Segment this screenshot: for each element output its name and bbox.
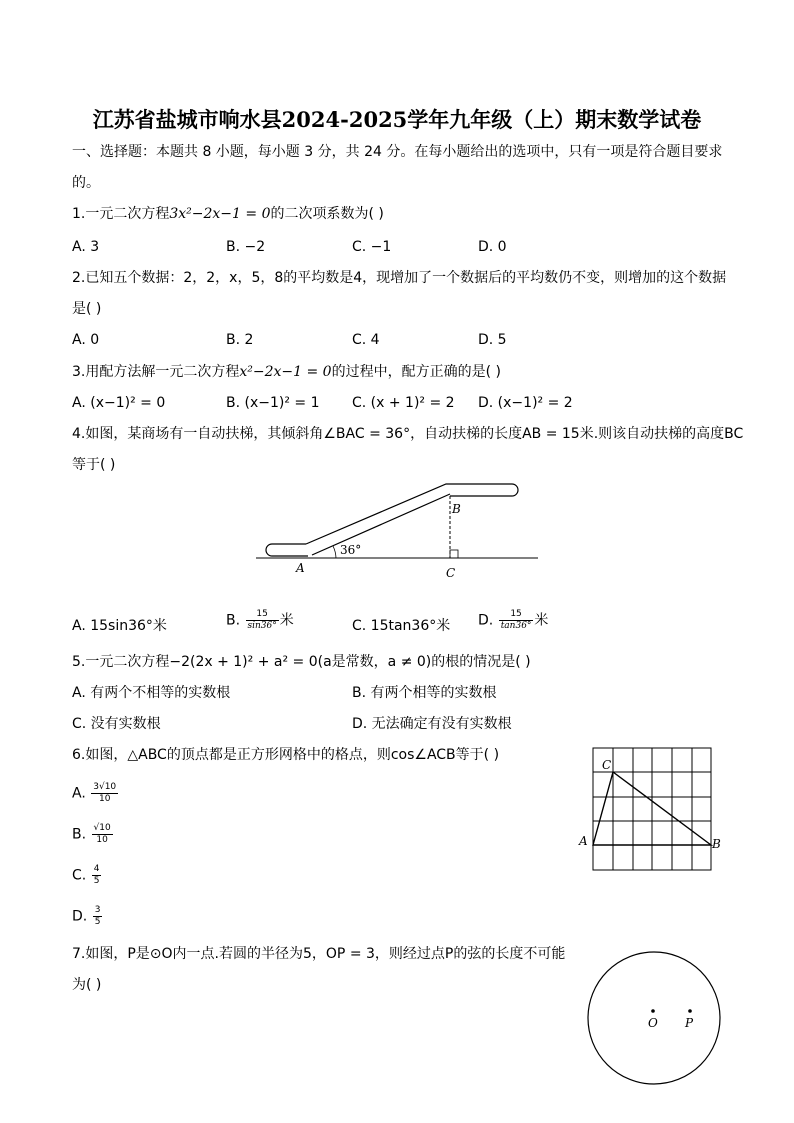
fraction-denominator: 10 bbox=[96, 835, 108, 845]
q3-equation: x²−2x−1 = 0 bbox=[239, 364, 332, 380]
angle-label: 36° bbox=[340, 543, 362, 557]
grid-figure bbox=[574, 742, 724, 872]
q1-option-d: D. 0 bbox=[478, 239, 507, 255]
q4-option-d-unit: 米 bbox=[534, 612, 549, 629]
grid-point-a-label: A bbox=[579, 834, 588, 848]
q6-option-d bbox=[72, 905, 103, 928]
q4-option-a: A. 15sin36°米 bbox=[72, 618, 167, 634]
circle-center-label: O bbox=[648, 1016, 658, 1030]
circle-figure bbox=[582, 946, 726, 1090]
q4-option-b-unit: 米 bbox=[279, 612, 294, 629]
fraction-numerator: 4 bbox=[93, 864, 100, 874]
q6-option-c-fraction bbox=[92, 864, 102, 887]
q3-post: 的过程中，配方正确的是( ) bbox=[331, 364, 501, 380]
q6-option-a bbox=[72, 782, 119, 805]
q4-option-d-fraction bbox=[499, 609, 534, 632]
question-7-line2: 为( ) bbox=[72, 977, 102, 993]
fraction-denominator: 5 bbox=[94, 917, 101, 927]
question-2-line2: 是( ) bbox=[72, 301, 102, 317]
q1-option-c: C. −1 bbox=[352, 239, 392, 255]
grid-point-b-label: B bbox=[712, 837, 721, 851]
section-heading-line1: 一、选择题：本题共 8 小题，每小题 3 分，共 24 分。在每小题给出的选项中，只有一项是符合题目要求 bbox=[72, 144, 723, 160]
q4-option-d-prefix: D. bbox=[478, 612, 494, 629]
q1-equation: 3x²−2x−1 = 0 bbox=[169, 206, 271, 222]
question-1 bbox=[72, 204, 384, 224]
question-3 bbox=[72, 362, 501, 382]
q5-option-a: A. 有两个不相等的实数根 bbox=[72, 685, 231, 701]
point-a-label: A bbox=[296, 561, 305, 575]
center-point-o bbox=[651, 1009, 655, 1013]
q6-option-a-prefix: A. bbox=[72, 785, 86, 802]
fraction-denominator: sin36° bbox=[247, 621, 277, 631]
fraction-numerator: 15 bbox=[499, 609, 534, 621]
q6-option-d-fraction bbox=[93, 905, 103, 928]
q4-option-b-prefix: B. bbox=[226, 612, 241, 629]
question-4-line2: 等于( ) bbox=[72, 457, 116, 473]
q4-option-b-fraction bbox=[246, 609, 279, 632]
question-5: 5.一元二次方程−2(2x + 1)² + a² = 0(a是常数，a ≠ 0)的根的情况是( ) bbox=[72, 654, 531, 670]
point-p bbox=[688, 1009, 692, 1013]
grid-point-c-label: C bbox=[602, 758, 612, 772]
escalator-rail bbox=[306, 484, 518, 555]
fraction-numerator: 15 bbox=[246, 609, 279, 621]
q6-option-c bbox=[72, 864, 102, 887]
q6-option-d-prefix: D. bbox=[72, 908, 88, 925]
q5-option-d: D. 无法确定有没有实数根 bbox=[352, 716, 512, 732]
question-2-line1: 2.已知五个数据：2，2，x，5，8的平均数是4，现增加了一个数据后的平均数仍不变，则增加的这个数据 bbox=[72, 270, 727, 286]
circle-point-p-label: P bbox=[685, 1016, 694, 1030]
escalator-bottom-landing bbox=[266, 544, 308, 556]
fraction-denominator: 10 bbox=[98, 794, 111, 804]
question-6: 6.如图，△ABC的顶点都是正方形网格中的格点，则cos∠ACB等于( ) bbox=[72, 747, 500, 763]
page-title: 江苏省盐城市响水县2024-2025学年九年级（上）期末数学试卷 bbox=[92, 107, 702, 132]
q2-option-b: B. 2 bbox=[226, 332, 254, 348]
fraction-denominator: tan36° bbox=[500, 621, 532, 631]
escalator-figure bbox=[250, 478, 550, 583]
q4-option-d bbox=[478, 609, 548, 632]
q1-pre: 1.一元二次方程 bbox=[72, 206, 170, 222]
q3-pre: 3.用配方法解一元二次方程 bbox=[72, 364, 240, 380]
q2-option-c: C. 4 bbox=[352, 332, 380, 348]
point-b-label: B bbox=[452, 502, 461, 516]
q6-option-a-fraction bbox=[91, 782, 118, 805]
fraction-numerator: 3 bbox=[94, 905, 101, 915]
q3-option-c: C. (x + 1)² = 2 bbox=[352, 395, 455, 411]
fraction-numerator: 3√10 bbox=[93, 782, 117, 792]
q1-option-a: A. 3 bbox=[72, 239, 100, 255]
question-7-line1: 7.如图，P是⊙O内一点.若圆的半径为5，OP = 3，则经过点P的弦的长度不可能 bbox=[72, 946, 566, 962]
right-angle-mark bbox=[450, 550, 458, 558]
q6-option-b-fraction bbox=[92, 823, 113, 846]
q3-option-b: B. (x−1)² = 1 bbox=[226, 395, 320, 411]
q2-option-d: D. 5 bbox=[478, 332, 507, 348]
fraction-denominator: 5 bbox=[93, 876, 100, 886]
q5-option-b: B. 有两个相等的实数根 bbox=[352, 685, 497, 701]
q1-post: 的二次项系数为( ) bbox=[270, 206, 384, 222]
angle-arc bbox=[333, 546, 336, 558]
section-heading-line2: 的。 bbox=[72, 175, 100, 191]
fraction-numerator: √10 bbox=[93, 823, 111, 833]
question-4-line1: 4.如图，某商场有一自动扶梯，其倾斜角∠BAC = 36°，自动扶梯的长度AB = 15米.则该自动扶梯的高度BC bbox=[72, 426, 744, 442]
q6-option-b bbox=[72, 823, 114, 846]
q1-option-b: B. −2 bbox=[226, 239, 266, 255]
q6-option-c-prefix: C. bbox=[72, 867, 87, 884]
q3-option-d: D. (x−1)² = 2 bbox=[478, 395, 573, 411]
point-c-label: C bbox=[446, 566, 456, 580]
q2-option-a: A. 0 bbox=[72, 332, 100, 348]
q6-option-b-prefix: B. bbox=[72, 826, 87, 843]
q4-option-c: C. 15tan36°米 bbox=[352, 618, 451, 634]
q3-option-a: A. (x−1)² = 0 bbox=[72, 395, 166, 411]
q4-option-b bbox=[226, 609, 294, 632]
q5-option-c: C. 没有实数根 bbox=[72, 716, 161, 732]
